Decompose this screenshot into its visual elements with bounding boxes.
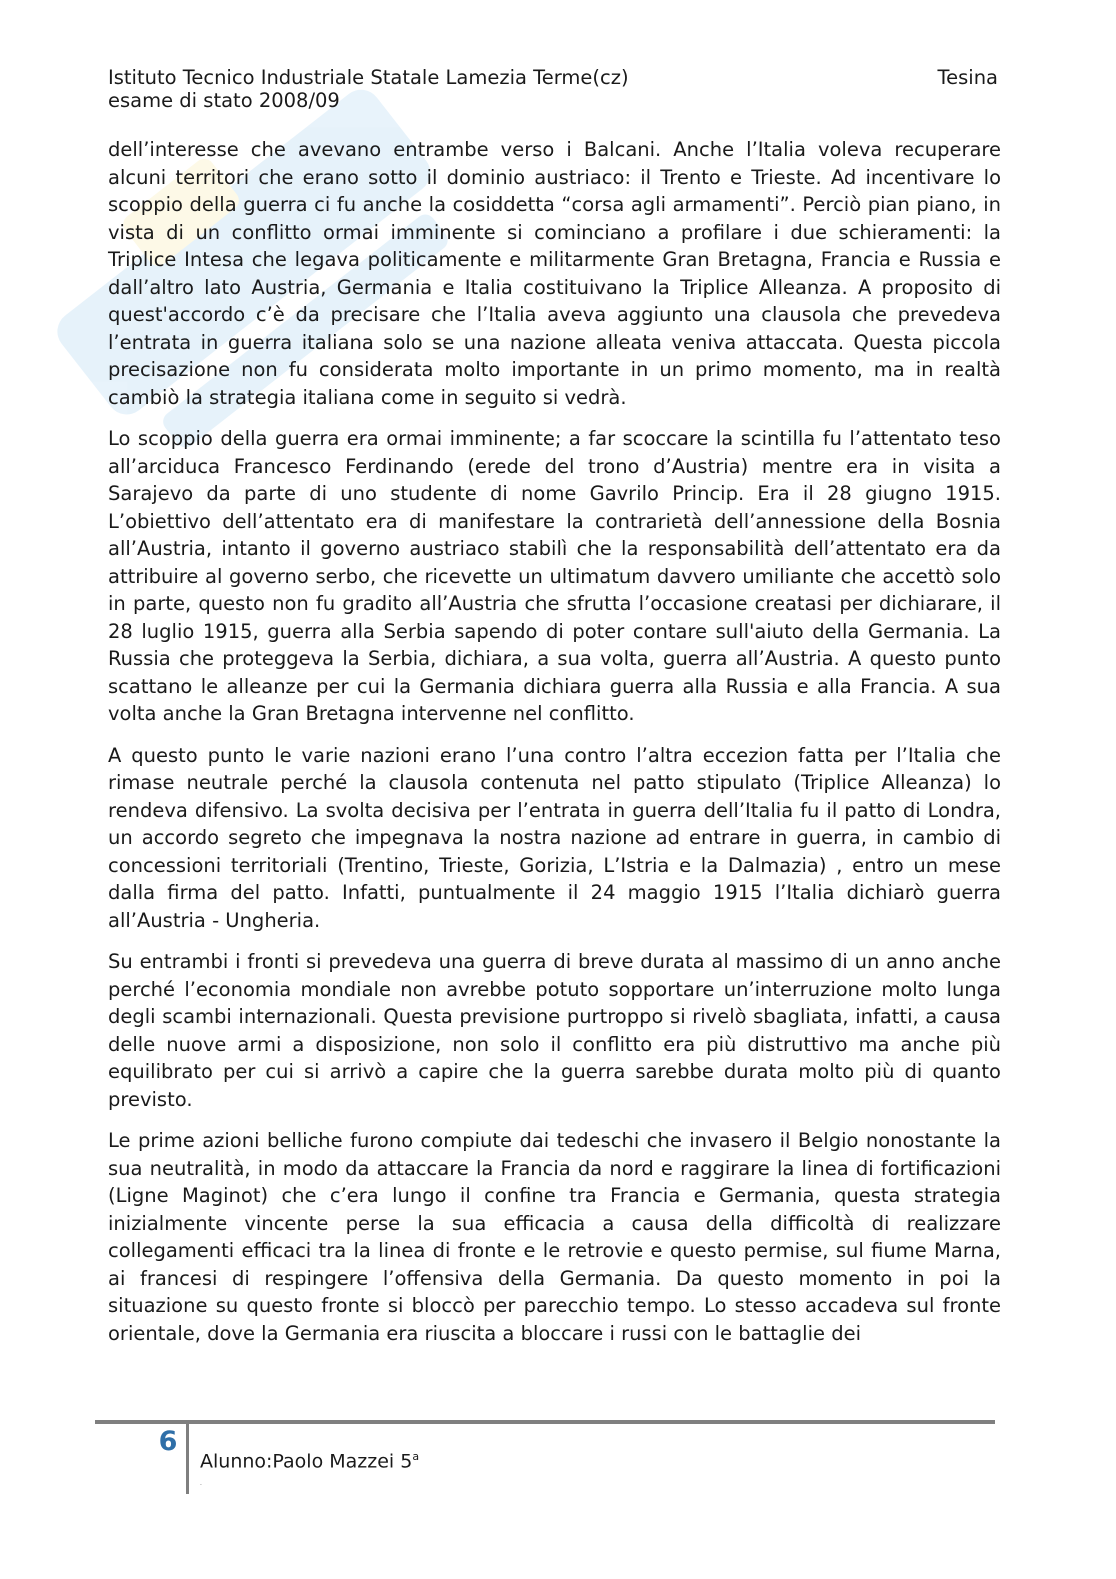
header-year: esame di stato 2008/09 (108, 89, 340, 112)
paragraph: Lo scoppio della guerra era ormai imminente; a far scoccare la scintilla fu l’attentato teso all’arciduca Francesco Ferdinando (erede del trono d’Austria) mentre era in visita a Sarajevo da parte di uno studente di nome Gavrilo Princip. Era il 28 giugno 1915. L’obiettivo dell’attentato era di manifestare la contrarietà dell’annessione della Bosnia all’Austria, intanto il governo austriaco stabilì che la responsabilità dell’attentato era da attribuire al governo serbo, che ricevette un ultimatum davvero umiliante che accettò solo in parte, questo non fu gradito all’Austria che sfrutta l’occasione creatasi per dichiarare, il 28 luglio 1915, guerra alla Serbia sapendo di poter contare sull'aiuto della Germania. La Russia che proteggeva la Serbia, dichiara, a sua volta, guerra all’Austria. A questo punto scattano le alleanze per cui la Germania dichiara guerra alla Russia e alla Francia. A sua volta anche la Gran Bretagna intervenne nel conflitto. (108, 427, 1001, 725)
footer-sub: . (200, 1480, 202, 1487)
page-header (108, 66, 998, 112)
header-school: Istituto Tecnico Industriale Statale Lamezia Terme(cz) (108, 66, 629, 89)
header-label: Tesina (937, 66, 998, 89)
footer-student (200, 1450, 419, 1472)
page-number: 6 (158, 1426, 178, 1457)
body-text (108, 136, 1001, 1361)
footer-divider (186, 1424, 189, 1494)
footer-rule (95, 1420, 995, 1424)
paragraph: dell’interesse che avevano entrambe verso i Balcani. Anche l’Italia voleva recuperare alcuni territori che erano sotto il dominio austriaco: il Trento e Trieste. Ad incentivare lo scoppio della guerra ci fu anche la cosiddetta “corsa agli armamenti”. Perciò pian piano, in vista di un conflitto ormai imminente si cominciano a profilare i due schieramenti: la Triplice Intesa che legava politicamente e militarmente Gran Bretagna, Francia e Russia e dall’altro lato Austria, Germania e Italia costituivano la Triplice Alleanza. A proposito di quest'accordo c’è da precisare che l’Italia aveva aggiunto una clausola che prevedeva l’entrata in guerra italiana solo se una nazione alleata veniva attaccata. Questa piccola precisazione non fu considerata molto importante in un primo momento, ma in realtà cambiò la strategia italiana come in seguito si vedrà. (108, 138, 1001, 409)
paragraph: Su entrambi i fronti si prevedeva una guerra di breve durata al massimo di un anno anche perché l’economia mondiale non avrebbe potuto sopportare un’interruzione molto lunga degli scambi internazionali. Questa previsione purtroppo si rivelò sbagliata, infatti, a causa delle nuove armi a disposizione, non solo il conflitto era più distruttivo ma anche più equilibrato per cui si arrivò a capire che la guerra sarebbe durata molto più di quanto previsto. (108, 950, 1001, 1111)
paragraph: A questo punto le varie nazioni erano l’una contro l’altra eccezion fatta per l’Italia che rimase neutrale perché la clausola contenuta nel patto stipulato (Triplice Alleanza) lo rendeva difensivo. La svolta decisiva per l’entrata in guerra dell’Italia fu il patto di Londra, un accordo segreto che impegnava la nostra nazione ad entrare in guerra, in cambio di concessioni territoriali (Trentino, Trieste, Gorizia, L’Istria e la Dalmazia) , entro un mese dalla firma del patto. Infatti, puntualmente il 24 maggio 1915 l’Italia dichiarò guerra all’Austria - Ungheria. (108, 743, 1001, 932)
student-class-sup: a (412, 1450, 420, 1463)
student-name: Alunno:Paolo Mazzei 5 (200, 1450, 413, 1473)
paragraph: Le prime azioni belliche furono compiute dai tedeschi che invasero il Belgio nonostante la sua neutralità, in modo da attaccare la Francia da nord e raggirare la linea di fortificazioni (Ligne Maginot) che c’era lungo il confine tra Francia e Germania, questa strategia inizialmente vincente perse la sua efficacia a causa della difficoltà di realizzare collegamenti efficaci tra la linea di fronte e le retrovie e questo permise, sul fiume Marna, ai francesi di respingere l’offensiva della Germania. Da questo momento in poi la situazione su questo fronte si bloccò per parecchio tempo. Lo stesso accadeva sul fronte orientale, dove la Germania era riuscita a bloccare i russi con le battaglie dei (108, 1129, 1001, 1345)
